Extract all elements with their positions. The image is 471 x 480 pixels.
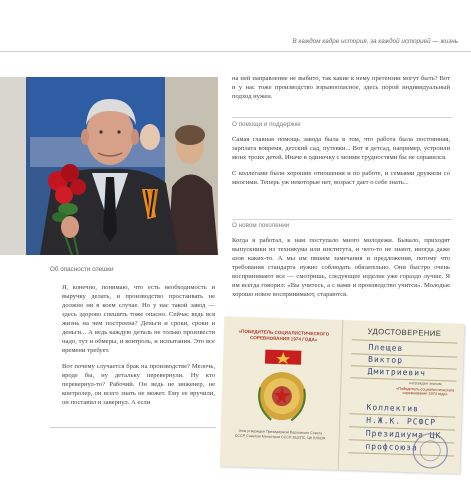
handwritten-patronymic: Дмитриевич: [367, 366, 427, 378]
certificate-stamp-text: Знак утвержден Президиумом Верховного Совета СССР, Советом Министров СССР, ВЦСПС, ЦК ВЛКСМ: [234, 428, 326, 441]
certificate-rule: [351, 353, 457, 357]
section-caption-haste: Об опасности спешки: [50, 266, 114, 273]
paragraph: Самая главная помощь завода была в том, что работа была постоянная, зарплата вовремя, детский сад, путевки... Вот в детсад, например, устроили моих троих детей. Иначе в одиночку с моими трудностями бы не справился.: [232, 136, 450, 161]
handwritten-collective: Коллектив: [366, 402, 420, 414]
section-label-support: О помощи и поддержке: [232, 121, 301, 128]
medal-icon: [251, 347, 313, 429]
header-divider: [0, 51, 471, 52]
paragraph: С коллегами были хорошие отношения и по работе, и семьями дружили со многими. Теперь уж некоторые нет, возраст дает о себе знать...: [232, 170, 450, 186]
certificate-rule: [352, 339, 458, 343]
certificate-heading: «ПОБЕДИТЕЛЬ СОЦИАЛИСТИЧЕСКОГО СОРЕВНОВАНИЯ 1974 ГОДА»: [238, 328, 330, 343]
new-generation-text: [232, 236, 450, 306]
handwritten-union: профсоюза: [365, 441, 418, 453]
certificate-printed-line: награжден знаком: [409, 381, 442, 387]
round-stamp-icon: [408, 430, 453, 471]
handwritten-presidium: Президиума ЦК: [365, 428, 442, 441]
left-column-text: [62, 283, 215, 414]
handwritten-organization: Н.Ж.К. РСФСР: [366, 415, 437, 427]
section-label-new-generation: О новом поколении: [232, 222, 290, 229]
column-divider: [50, 427, 216, 428]
certificate-title: УДОСТОВЕРЕНИЕ: [367, 326, 442, 339]
right-column-intro: [232, 74, 450, 108]
paragraph: Когда я работал, к нам поступало много молодежи. Бывало, приходят выпускники из техникума или института, и чего-то не знают, иногда даже азов каких-то. А мы им пишем замечания и предложения, потому что требования стандарта нужно соблюдать обязательно. Они быстро очень воспринимают все — смотришь, следующее изделие уже гораздо лучше. Я им всегда говорил: «Вы учитесь, а с вами и производство учится». Молодые хорошо новое воспринимают, стараются.: [232, 237, 450, 298]
section-divider: [232, 219, 452, 220]
paragraph: Вот почему случается брак на производстве? Мелочь, вроде бы, ну детальку перевернули. Ну кто перевернул-то? Рабочий. Он ведь не инженер, не контролер, он всего знать не может. Ему ее вручили, он поставил и завернул. А если: [62, 363, 215, 406]
paragraph: на ней направление не выбито, так какие к нему претензии могут быть? Вот и у нас тоже производство взрывоопасное, здесь порой индивидуальный подход нужен.: [232, 75, 450, 100]
portrait-photo: [0, 77, 218, 255]
award-certificate-image: [220, 316, 465, 473]
handwritten-name: Виктор: [367, 354, 404, 365]
support-text: [232, 135, 450, 194]
certificate-printed-line: «Победитель социалистического соревнования 1974 года»: [396, 386, 455, 397]
paragraph: Я, конечно, понимаю, что есть необходимость и выручку делать, и производство простаивать не должно ни в коем случае. Но у нас такой завод — здесь здорово спешить тоже опасно. Сейчас ведь вся жизнь на чем построена? Деньги и сроки, сроки и деньги... А ведь каждую деталь не только произвести надо, тут и обмеры, и контроль, и испытания. Это все времени требует.: [62, 284, 215, 354]
certificate-left-page: [220, 316, 344, 470]
running-header: В каждом кадре история, за каждой историей — жизнь: [292, 38, 458, 45]
section-divider: [232, 117, 452, 118]
handwritten-surname: Плещев: [368, 342, 404, 353]
